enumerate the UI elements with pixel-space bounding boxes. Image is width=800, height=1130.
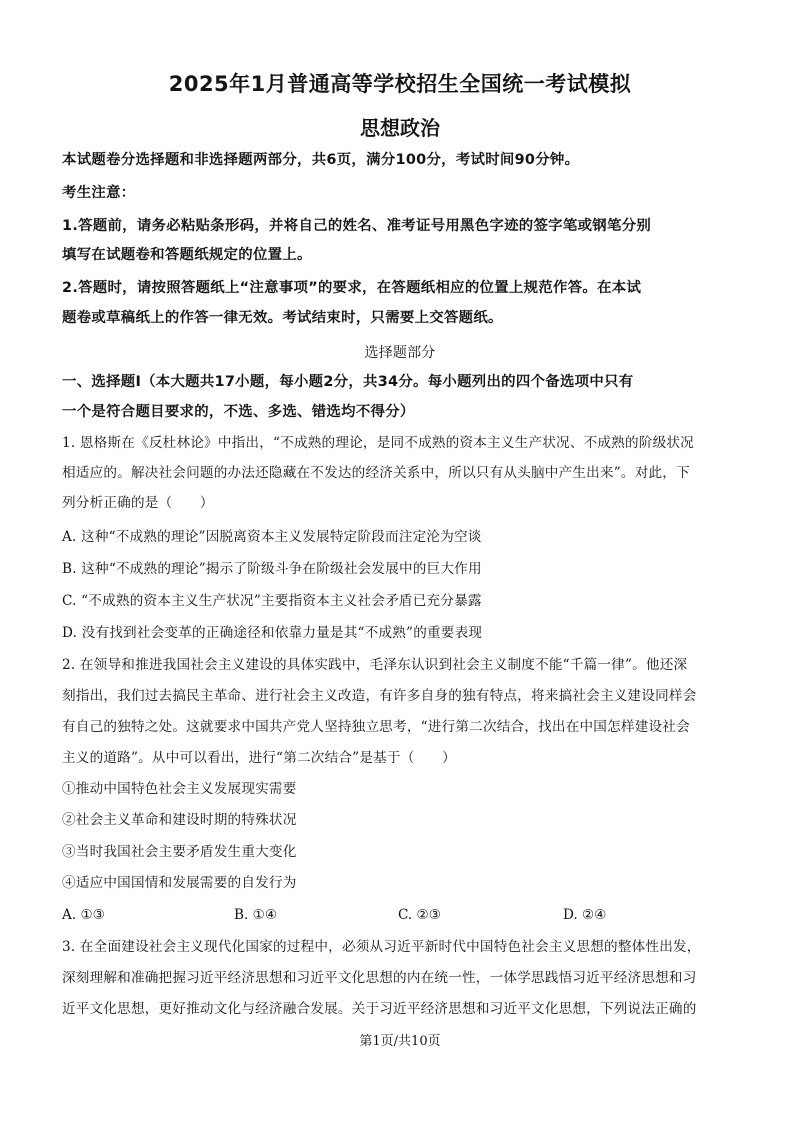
q1-option-d: D. 没有找到社会变革的正确途径和依靠力量是其“不成熟”的重要表现 <box>62 625 483 641</box>
q2-option-a: A. ①③ <box>62 907 105 923</box>
notice-1-line-2: 填写在试题卷和答题纸规定的位置上。 <box>62 247 312 263</box>
notice-1-line-1: 1.答题前，请务必粘贴条形码，并将自己的姓名、准考证号用黑色字迹的签字笔或钢笔分别 <box>62 218 652 234</box>
notice-2-line-2: 题卷或草稿纸上的作答一律无效。考试结束时，只需要上交答题纸。 <box>62 310 503 326</box>
exam-title: 2025年1月普通高等学校招生全国统一考试模拟 <box>168 72 632 96</box>
q2-item-3: ③当时我国社会主要矛盾发生重大变化 <box>62 844 297 860</box>
subject-title: 思想政治 <box>360 116 440 140</box>
q2-item-1: ①推动中国特色社会主义发展现实需要 <box>62 781 297 797</box>
section-heading-line-1: 一、选择题Ⅰ（本大题共17小题，每小题2分，共34分。每小题列出的四个备选项中只有 <box>62 374 634 390</box>
q1-option-c: C. “不成熟的资本主义生产状况”主要指资本主义社会矛盾已充分暴露 <box>62 593 482 609</box>
q2-item-2: ②社会主义革命和建设时期的特殊状况 <box>62 812 297 828</box>
q1-option-b: B. 这种“不成熟的理论”揭示了阶级斗争在阶级社会发展中的巨大作用 <box>62 561 482 577</box>
q1-stem-line-1: 1. 恩格斯在《反杜林论》中指出，“不成熟的理论，是同不成熟的资本主义生产状况、不成熟的阶级状况 <box>62 435 694 451</box>
q2-stem-line-1: 2. 在领导和推进我国社会主义建设的具体实践中，毛泽东认识到社会主义制度不能“千篇一律”。他还深 <box>62 657 688 673</box>
q2-item-4: ④适应中国国情和发展需要的自发行为 <box>62 875 297 891</box>
q1-option-a: A. 这种“不成熟的理论”因脱离资本主义发展特定阶段而注定沦为空谈 <box>62 529 482 545</box>
q1-stem-line-3: 列分析正确的是（ ） <box>62 495 214 511</box>
q2-option-b: B. ①④ <box>234 907 278 923</box>
page-number: 第1页/共10页 <box>359 1034 441 1049</box>
q1-stem-line-2: 相适应的。解决社会问题的办法还隐藏在不发达的经济关系中，所以只有从头脑中产生出来”。对此，下 <box>62 465 690 481</box>
notice-2-line-1: 2.答题时，请按照答题纸上“注意事项”的要求，在答题纸相应的位置上规范作答。在本试 <box>62 280 642 296</box>
q2-stem-line-2: 刻指出，我们过去搞民主革命、进行社会主义改造，有许多自身的独有特点，将来搞社会主义建设同样会 <box>62 688 697 704</box>
notice-heading: 考生注意： <box>62 185 136 201</box>
q3-stem-line-1: 3. 在全面建设社会主义现代化国家的过程中，必须从习近平新时代中国特色社会主义思想的整体性出发， <box>62 939 701 955</box>
exam-info: 本试题卷分选择题和非选择题两部分，共6页，满分100分，考试时间90分钟。 <box>62 152 580 168</box>
q2-option-d: D. ②④ <box>563 907 607 923</box>
q2-option-c: C. ②③ <box>398 907 441 923</box>
q3-stem-line-3: 近平文化思想，更好推动文化与经济融合发展。关于习近平经济思想和习近平文化思想，下列说法正确的 <box>62 1001 697 1017</box>
q3-stem-line-2: 深刻理解和准确把握习近平经济思想和习近平文化思想的内在统一性，一体学思践悟习近平经济思想和习 <box>62 970 697 986</box>
q2-stem-line-3: 有自己的独特之处。这就要求中国共产党人坚持独立思考，“进行第二次结合，找出在中国怎样建设社会 <box>62 719 690 735</box>
section-heading-line-2: 一个是符合题目要求的，不选、多选、错选均不得分） <box>62 404 415 420</box>
part-title: 选择题部分 <box>364 345 436 361</box>
q2-stem-line-4: 主义的道路”。从中可以看出，进行“第二次结合”是基于（ ） <box>62 750 456 766</box>
